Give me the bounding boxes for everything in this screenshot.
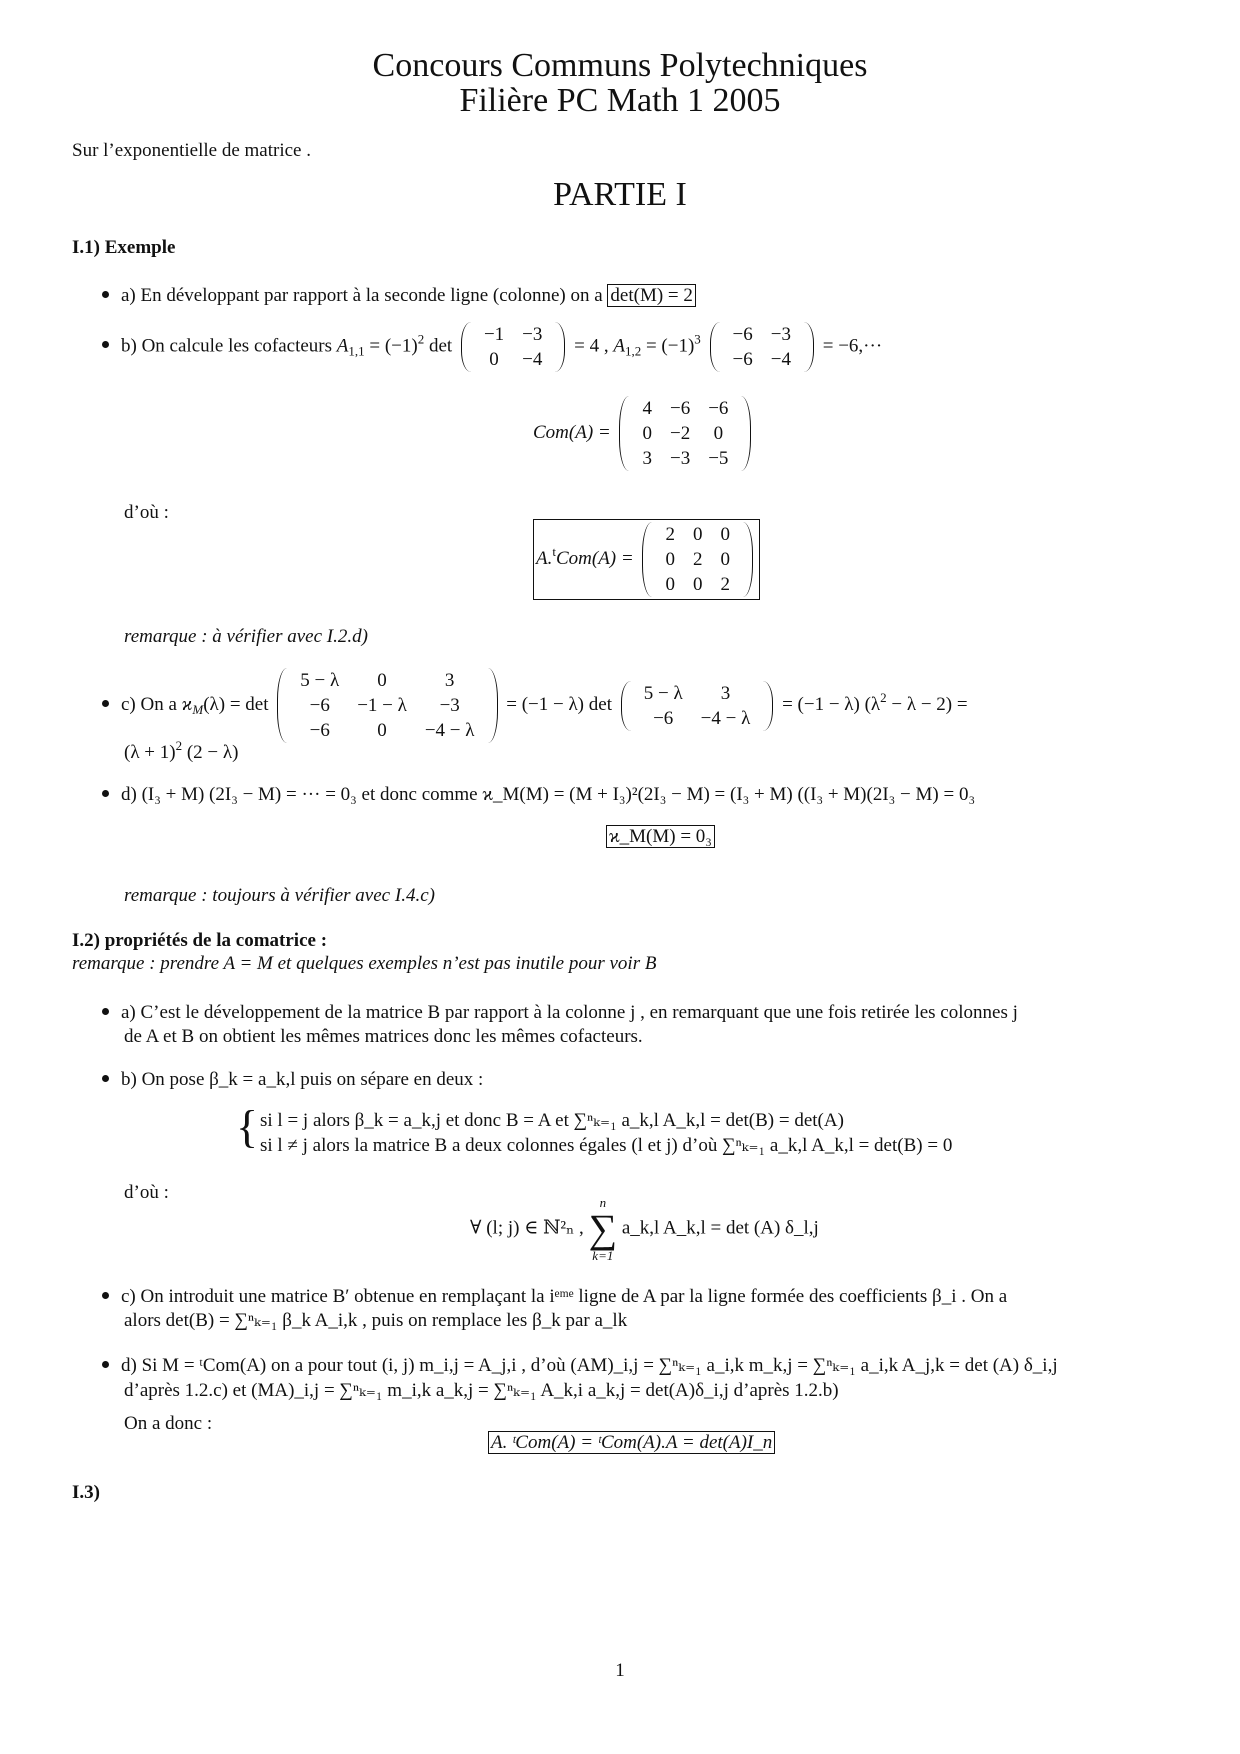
matrix-entry: −4: [770, 349, 791, 370]
math: = −6,···: [822, 335, 883, 357]
math: (2 − λ): [182, 742, 239, 763]
boxed-result: det(M) = 2: [607, 284, 695, 307]
brace-icon: {: [236, 1101, 259, 1152]
bullet-icon: [102, 341, 109, 348]
matrix-entry: −4: [522, 349, 543, 370]
matrix-row: [724, 347, 800, 372]
math: M: [192, 701, 204, 717]
matrix-row: [656, 547, 739, 572]
math: Com(A) =: [533, 421, 611, 443]
boxed-text: ϰ_M(M) = 0₃: [606, 825, 715, 848]
dou-label: d’où :: [124, 502, 169, 523]
matrix-entry: −3: [669, 448, 691, 469]
page-number: 1: [615, 1660, 625, 1681]
bullet-icon: [102, 1292, 109, 1299]
remark: remarque : prendre A = M et quelques exemples n’est pas inutile pour voir B: [72, 953, 657, 974]
bullet-icon: [102, 700, 109, 707]
math: = (−1): [645, 335, 695, 357]
matrix-row: [291, 693, 483, 718]
right-paren-icon: [488, 668, 498, 743]
matrix-body: [635, 681, 760, 731]
matrix-row: [724, 322, 800, 347]
item-text: b) On calcule les cofacteurs: [121, 335, 333, 357]
item-text: de A et B on obtient les mêmes matrices donc les mêmes cofacteurs.: [124, 1026, 643, 1047]
matrix-entry: −4 − λ: [424, 720, 475, 741]
cases: [236, 1101, 953, 1158]
math: 3: [694, 331, 701, 347]
matrix-row: [291, 668, 483, 693]
comatrix-equation: [533, 396, 755, 471]
matrix-entry: 0: [692, 574, 703, 595]
math: (λ) = det: [203, 693, 269, 715]
matrix-row: [635, 681, 760, 706]
matrix-entry: −6: [309, 720, 330, 741]
section-heading-1-1: I.1) Exemple: [72, 237, 176, 258]
math: = (−1 − λ) (λ: [782, 693, 881, 715]
right-paren-icon: [741, 396, 751, 471]
sum-lower: k=1: [592, 1248, 614, 1263]
math: (λ + 1): [124, 742, 176, 763]
matrix-body: [724, 322, 800, 372]
matrix-entry: 0: [489, 349, 499, 370]
math: = (−1 − λ) det: [506, 693, 612, 715]
matrix-entry: 0: [692, 524, 703, 545]
matrix-entry: 2: [692, 549, 703, 570]
sum-formula: [470, 1196, 819, 1262]
bullet-icon: [102, 291, 109, 298]
matrix-entry: 5 − λ: [300, 670, 340, 691]
matrix-entry: 0: [720, 549, 730, 570]
math: A.: [536, 547, 553, 569]
boxed-text: A. ᵗCom(A) = ᵗCom(A).A = det(A)I_n: [488, 1431, 775, 1454]
right-paren-icon: [763, 681, 773, 731]
right-paren-icon: [555, 322, 565, 372]
case-line: si l ≠ j alors la matrice B a deux colonnes égales (l et j) d’où ∑ⁿₖ₌₁ a_k,l A_k,l = det(B) = 0: [260, 1135, 953, 1156]
math: 1,1: [348, 343, 365, 359]
matrix-entry: 2: [720, 574, 730, 595]
matrix-entry: −6: [309, 695, 330, 716]
math: 2: [175, 738, 183, 753]
dou-label: d’où :: [124, 1182, 169, 1203]
matrix-entry: 0: [377, 720, 387, 741]
math: ∀ (l; j) ∈ ℕ²ₙ ,: [470, 1217, 584, 1239]
item-1-2-d: [102, 1353, 1058, 1379]
matrix-entry: 3: [444, 670, 455, 691]
item-1-1-c-cont: [124, 738, 239, 764]
matrix-entry: −3: [522, 324, 543, 345]
math: 1,2: [624, 343, 642, 359]
item-text: a) En développant par rapport à la seconde ligne (colonne) on a: [121, 285, 603, 306]
remark: remarque : à vérifier avec I.2.d): [124, 626, 368, 647]
math: a_k,l A_k,l = det (A) δ_l,j: [621, 1217, 819, 1239]
item-text: c) On a: [121, 693, 182, 715]
matrix-row: [475, 347, 551, 372]
boxed-product: [533, 519, 760, 600]
right-paren-icon: [743, 522, 753, 597]
matrix-entry: 0: [642, 423, 652, 444]
boxed-result: [488, 1432, 775, 1454]
comatrix: [619, 396, 751, 471]
math: = 4 ,: [574, 335, 614, 357]
left-paren-icon: [277, 668, 287, 743]
item-text: On a donc :: [124, 1413, 213, 1434]
matrix-entry: 0: [713, 423, 724, 444]
doc-subtitle: Filière PC Math 1 2005: [459, 82, 781, 119]
math: det: [428, 335, 453, 357]
matrix-row: [291, 718, 483, 743]
matrix-entry: −6: [708, 398, 729, 419]
matrix-entry: −1: [483, 324, 505, 345]
item-text: a) C’est le développement de la matrice B par rapport à la colonne j , en remarquant que une fois retirée les colonnes j: [121, 1002, 1018, 1023]
matrix-entry: 4: [642, 398, 652, 419]
matrix-entry: 0: [665, 549, 675, 570]
sum-symbol: n ∑ k=1: [588, 1195, 618, 1263]
matrix-body: [633, 396, 737, 471]
remark: remarque : toujours à vérifier avec I.4.c): [124, 885, 435, 906]
matrix-entry: 5 − λ: [643, 682, 683, 704]
matrix-entry: 3: [720, 682, 731, 704]
matrix-entry: −6: [653, 707, 674, 729]
matrix-entry: 0: [377, 670, 387, 691]
matrix-body: [475, 322, 551, 372]
product-matrix: [642, 522, 753, 597]
item-text: d) (I₃ + M) (2I₃ − M) = ··· = 0₃ et donc comme ϰ_M(M) = (M + I₃)²(2I₃ − M) = (I₃ + M) ((I₃ + M)(2I₃ − M) = 0₃: [121, 784, 976, 805]
bullet-icon: [102, 790, 109, 797]
matrix-entry: −6: [732, 324, 753, 345]
matrix-entry: 0: [720, 524, 730, 545]
item-text: alors det(B) = ∑ⁿₖ₌₁ β_k A_i,k , puis on remplace les β_k par a_lk: [124, 1310, 628, 1331]
matrix-entry: 3: [642, 448, 652, 469]
intro-text: Sur l’exponentielle de matrice .: [72, 140, 311, 161]
math: 2: [880, 689, 887, 705]
math: t: [552, 543, 556, 559]
math: ϰ: [181, 693, 193, 715]
matrix-row: [633, 396, 737, 421]
right-paren-icon: [804, 322, 814, 372]
math: A: [613, 335, 625, 357]
math: Com(A) =: [555, 547, 634, 569]
matrix-entry: −5: [708, 448, 729, 469]
item-text: d’après 1.2.c) et (MA)_i,j = ∑ⁿₖ₌₁ m_i,k a_k,j = ∑ⁿₖ₌₁ A_k,i a_k,j = det(A)δ_i,j d’après 1.2.b): [124, 1380, 839, 1401]
matrix-minor-1-2: [710, 322, 814, 372]
doc-title: Concours Communs Polytechniques: [372, 47, 868, 84]
item-1-1-d: [102, 782, 975, 808]
part-heading: PARTIE I: [553, 176, 687, 213]
left-paren-icon: [461, 322, 471, 372]
matrix-row: [656, 522, 739, 547]
item-1-1-b: [102, 322, 882, 372]
left-paren-icon: [621, 681, 631, 731]
matrix-minor-1-1: [461, 322, 565, 372]
matrix-row: [656, 572, 739, 597]
matrix-entry: 0: [665, 574, 675, 595]
matrix-body: [656, 522, 739, 597]
matrix-body: [291, 668, 483, 743]
section-heading-1-3: I.3): [72, 1482, 100, 1503]
bullet-icon: [102, 1361, 109, 1368]
item-1-1-c: [102, 668, 968, 743]
char-poly-matrix: [277, 668, 497, 743]
matrix-row: [475, 322, 551, 347]
matrix-entry: −6: [669, 398, 691, 419]
matrix-entry: −6: [732, 349, 753, 370]
item-text: d) Si M = ᵗCom(A) on a pour tout (i, j) m_i,j = A_j,i , d’où (AM)_i,j = ∑ⁿₖ₌₁ a_i,k m_k,j = ∑ⁿₖ₌₁ a_i,k A_j,k = det (A) δ_i,j: [121, 1355, 1058, 1376]
matrix-entry: −4 − λ: [700, 707, 751, 729]
math: A: [336, 335, 349, 357]
math: − λ − 2) =: [886, 693, 968, 715]
case-line: si l = j alors β_k = a_k,j et donc B = A et ∑ⁿₖ₌₁ a_k,l A_k,l = det(B) = det(A): [260, 1110, 844, 1131]
section-heading-1-2: I.2) propriétés de la comatrice :: [72, 930, 328, 951]
item-1-2-a: [102, 1000, 1018, 1026]
matrix-row: [633, 446, 737, 471]
left-paren-icon: [642, 522, 652, 597]
boxed-result: [606, 826, 715, 848]
item-text: b) On pose β_k = a_k,l puis on sépare en deux :: [121, 1069, 484, 1090]
matrix-entry: 2: [665, 524, 675, 545]
matrix-row: [633, 421, 737, 446]
bullet-icon: [102, 1075, 109, 1082]
matrix-entry: −3: [439, 695, 460, 716]
matrix-row: [635, 706, 760, 731]
matrix-entry: −2: [669, 423, 691, 444]
matrix-entry: −3: [770, 324, 791, 345]
bullet-icon: [102, 1008, 109, 1015]
left-paren-icon: [619, 396, 629, 471]
item-1-2-b: [102, 1067, 483, 1093]
matrix-entry: −1 − λ: [357, 695, 407, 716]
item-text: c) On introduit une matrice B′ obtenue en remplaçant la iᵉᵐᵉ ligne de A par la ligne formée des coefficients β_i . On a: [121, 1286, 1008, 1307]
math: 2: [417, 331, 425, 347]
sum-upper: n: [599, 1195, 607, 1210]
char-poly-minor: [621, 681, 774, 731]
item-1-2-c: [102, 1284, 1007, 1310]
math: = (−1): [369, 335, 418, 357]
item-1-1-a: [102, 283, 696, 309]
left-paren-icon: [710, 322, 720, 372]
